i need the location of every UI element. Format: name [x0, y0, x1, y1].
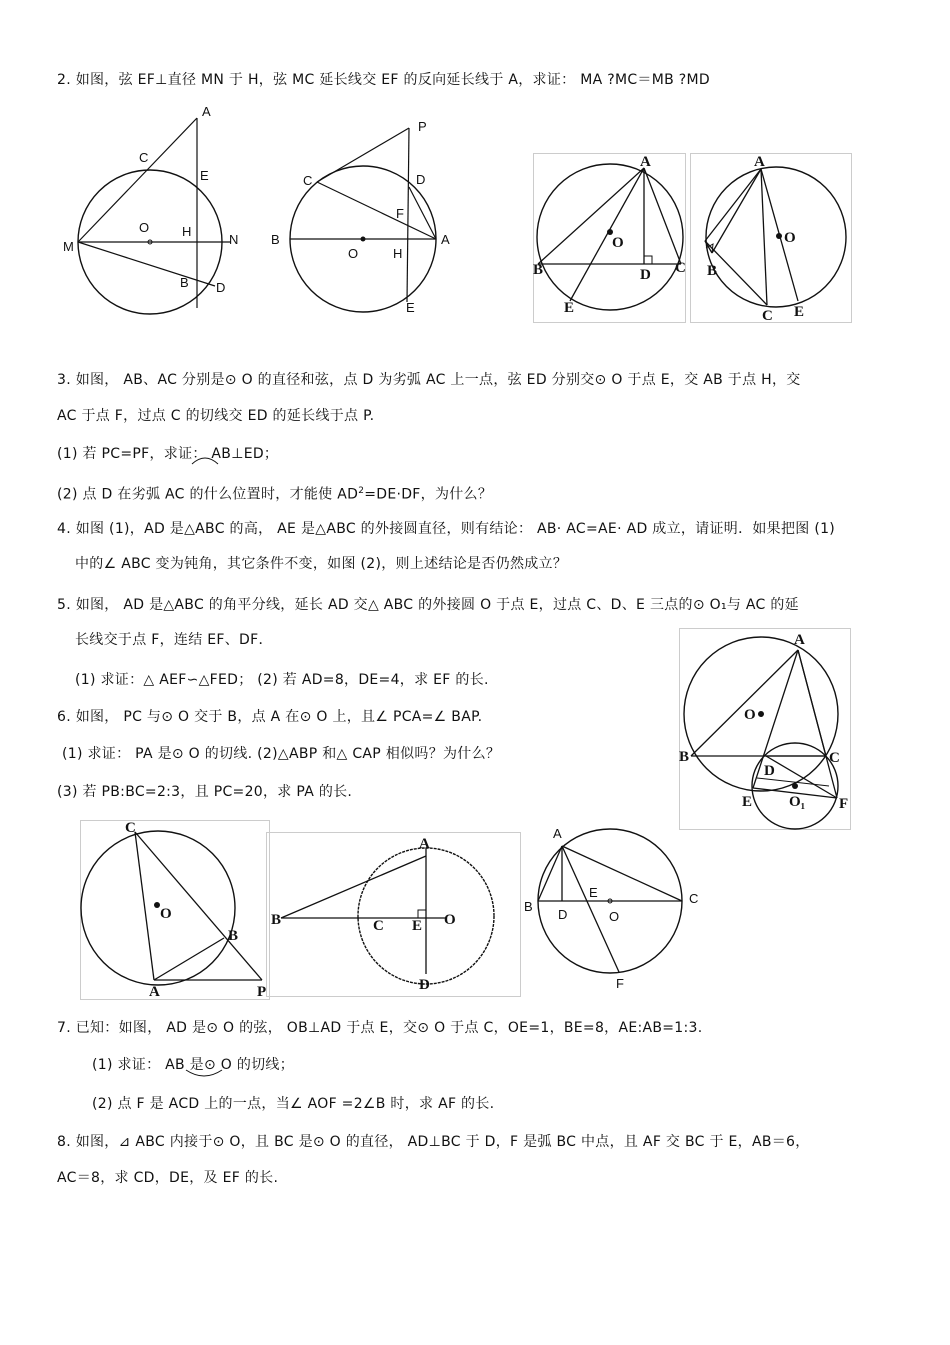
fig1-label-m: M: [63, 239, 74, 254]
fig1-label-e: E: [200, 168, 209, 183]
fig1-label-b: B: [180, 275, 189, 290]
q5-parts: (1) 求证：△ AEF∽△FED； (2) 若 AD=8，DE=4，求 EF 的长.: [75, 672, 489, 688]
q3-part-2-post: =DE·DF，为什么？: [364, 486, 493, 503]
q6-figure-a: [80, 820, 270, 1000]
q6-line-2: (1) 求证： PA 是⊙ O 的切线. (2)△ABP 和△ CAP 相似吗？为什么？: [62, 746, 501, 762]
fig6b-label-a: A: [419, 836, 430, 852]
fig6b-label-e: E: [412, 918, 423, 934]
fig3-label-a: A: [640, 154, 651, 170]
q3-part-2-sup: 2: [358, 486, 365, 496]
fig6c-label-e: E: [589, 885, 598, 900]
q3-part-2-pre: (2) 点 D 在劣弧 AC 的什么位置时，才能使 AD: [57, 486, 359, 503]
fig6c-label-c: C: [689, 891, 699, 906]
q4-figure-1: [533, 153, 686, 323]
fig5-label-b: B: [679, 749, 690, 765]
fig4-label-a: A: [754, 154, 765, 170]
fig6c-label-f: F: [616, 976, 624, 991]
fig3-label-c: C: [675, 260, 686, 276]
fig5-label-d: D: [764, 763, 775, 779]
q3-part-1: (1) 若 PC=PF，求证： AB⊥ED；: [57, 446, 279, 462]
fig2-label-o: O: [348, 246, 359, 261]
q2-figure-2: [265, 112, 465, 322]
q7-line-1: 7. 已知：如图， AD 是⊙ O 的弦， OB⊥AD 于点 E，交⊙ O 于点 C，OE=1，BE=8，AE:AB=1:3.: [57, 1020, 703, 1036]
fig3-label-o: O: [612, 235, 624, 251]
q7-part-2: (2) 点 F 是 ACD 上的一点，当∠ AOF =2∠B 时，求 AF 的长.: [92, 1096, 495, 1112]
q4-figure-2: [690, 153, 852, 323]
fig6b-label-b: B: [271, 912, 282, 928]
q3-part-2: [57, 482, 492, 504]
fig6c-label-a: A: [553, 826, 562, 841]
fig5-label-a: A: [794, 632, 805, 648]
fig6a-label-b: B: [228, 928, 239, 944]
fig2-label-d: D: [416, 172, 426, 187]
fig6b-label-c: C: [373, 918, 384, 934]
fig5-label-c: C: [829, 750, 840, 766]
q8-figure: [520, 822, 705, 997]
fig6a-label-o: O: [160, 906, 172, 922]
fig3-label-b: B: [533, 262, 544, 278]
fig6b-label-o: O: [444, 912, 456, 928]
fig5-label-f: F: [839, 796, 849, 812]
fig6c-label-o: O: [609, 909, 620, 924]
q2-figure-1: [55, 100, 255, 315]
fig5-label-o1: O₁: [789, 794, 806, 810]
fig2-label-c: C: [303, 173, 313, 188]
fig2-label-h: H: [393, 246, 403, 261]
fig6b-label-d: D: [419, 977, 430, 993]
q5-line-1: 5. 如图， AD 是△ABC 的角平分线，延长 AD 交△ ABC 的外接圆 O 于点 E，过点 C、D、E 三点的⊙ O₁与 AC 的延: [57, 597, 799, 613]
q7-part-1: (1) 求证： AB 是⊙ O 的切线；: [92, 1057, 295, 1073]
fig1-label-h: H: [182, 224, 192, 239]
q2-text: 2. 如图，弦 EF⊥直径 MN 于 H，弦 MC 延长线交 EF 的反向延长线于 A，求证： MA ?MC＝MB ?MD: [57, 72, 710, 88]
fig2-label-f: F: [396, 206, 404, 221]
fig4-label-e: E: [794, 304, 805, 320]
fig6a-label-a: A: [149, 984, 160, 1000]
fig4-label-b: B: [707, 263, 718, 279]
fig4-label-c: C: [762, 308, 773, 323]
q6-line-3: (3) 若 PB:BC=2:3，且 PC=20，求 PA 的长.: [57, 784, 353, 800]
fig1-label-n: N: [229, 232, 239, 247]
fig1-label-a: A: [202, 104, 211, 119]
q5-figure: [679, 628, 851, 830]
fig4-label-o: O: [784, 230, 796, 246]
fig6c-label-d: D: [558, 907, 568, 922]
fig1-label-d: D: [216, 280, 226, 295]
fig5-label-e: E: [742, 794, 753, 810]
fig6c-label-b: B: [524, 899, 533, 914]
q4-line-1: 4. 如图 (1)，AD 是△ABC 的高， AE 是△ABC 的外接圆直径，则有结论： AB· AC=AE· AD 成立，请证明．如果把图 (1): [57, 521, 836, 537]
q3-arc-mark: [190, 452, 220, 466]
fig3-label-e: E: [564, 300, 575, 316]
q4-line-2: 中的∠ ABC 变为钝角，其它条件不变，如图 (2)，则上述结论是否仍然成立？: [75, 556, 568, 572]
fig6a-label-c: C: [125, 820, 136, 836]
q3-line-1: 3. 如图， AB、AC 分别是⊙ O 的直径和弦，点 D 为劣弧 AC 上一点，弦 ED 分别交⊙ O 于点 E，交 AB 于点 H，交: [57, 372, 801, 388]
fig2-label-p: P: [418, 119, 427, 134]
fig5-label-o: O: [744, 707, 756, 723]
fig2-label-e: E: [406, 300, 415, 315]
q5-line-2: 长线交于点 F，连结 EF、DF．: [75, 632, 273, 648]
q7-figure: [266, 832, 521, 997]
fig1-label-c: C: [139, 150, 149, 165]
fig2-label-a: A: [441, 232, 450, 247]
fig2-label-b: B: [271, 232, 280, 247]
q7-arc-mark: [184, 1066, 224, 1080]
q8-line-1: 8. 如图，⊿ ABC 内接于⊙ O，且 BC 是⊙ O 的直径， AD⊥BC 于 D，F 是弧 BC 中点，且 AF 交 BC 于 E，AB＝6，: [57, 1134, 810, 1150]
fig3-label-d: D: [640, 267, 651, 283]
q3-line-2: AC 于点 F，过点 C 的切线交 ED 的延长线于点 P.: [57, 408, 375, 424]
fig1-label-o: O: [139, 220, 150, 235]
q8-line-2: AC＝8，求 CD，DE，及 EF 的长.: [57, 1170, 279, 1186]
fig6a-label-p: P: [257, 984, 267, 1000]
q6-line-1: 6. 如图， PC 与⊙ O 交于 B，点 A 在⊙ O 上，且∠ PCA=∠ BAP.: [57, 709, 483, 725]
